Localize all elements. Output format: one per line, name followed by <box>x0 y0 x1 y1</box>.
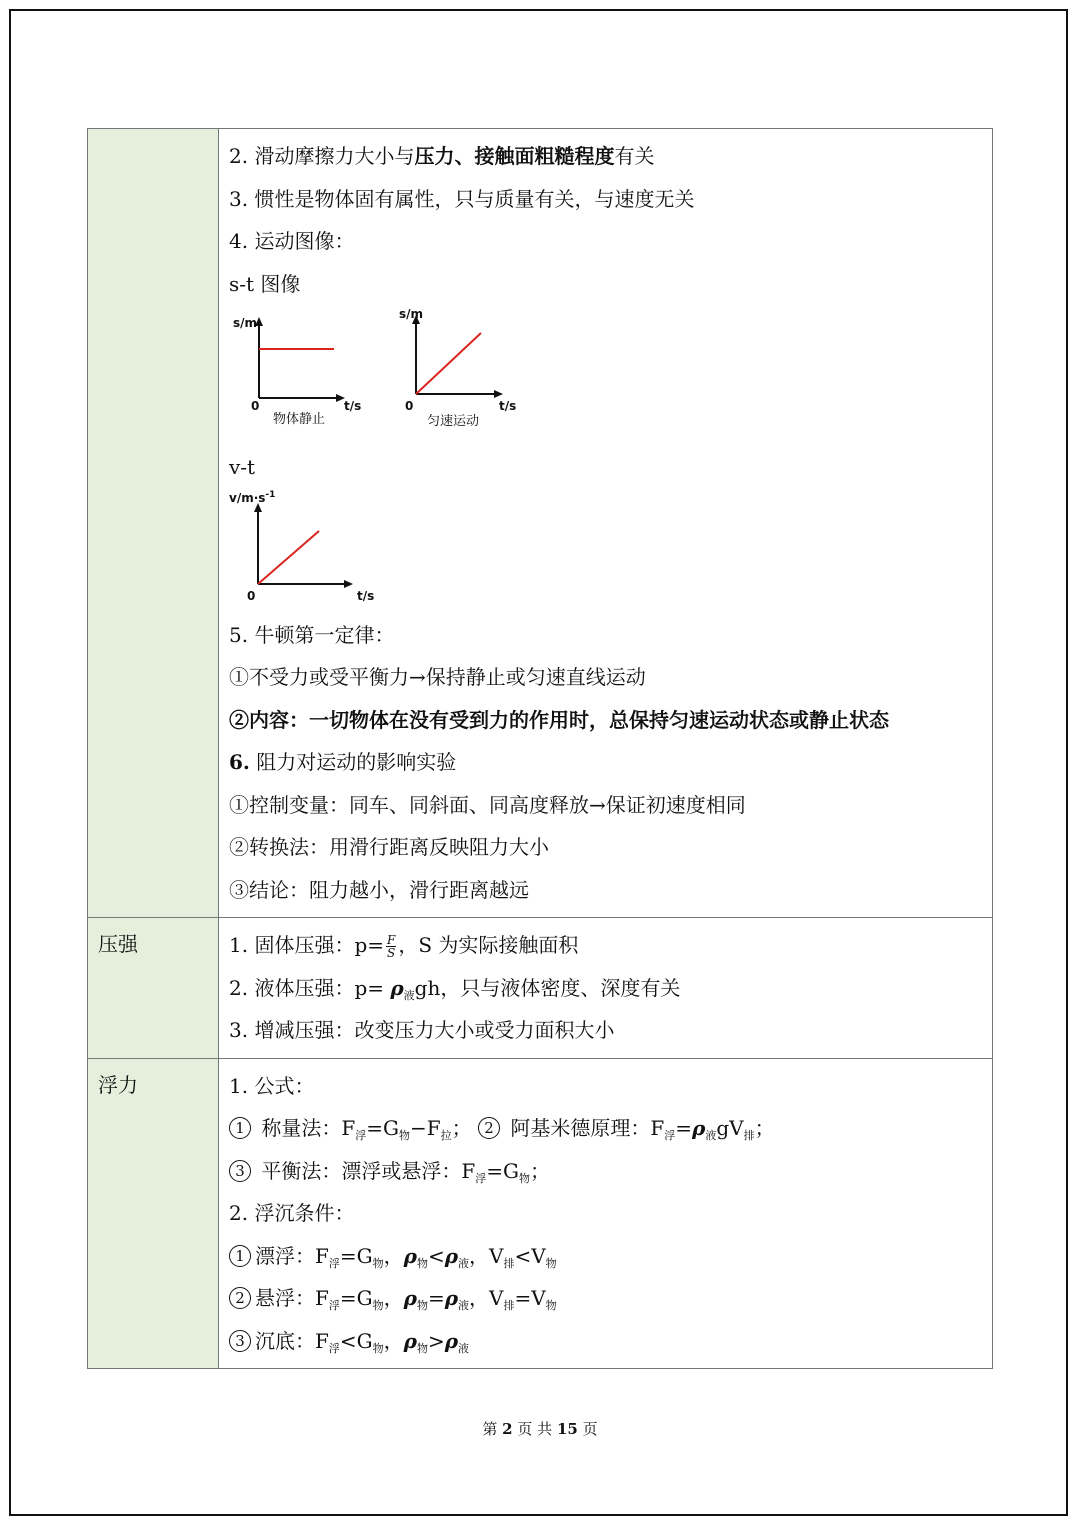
vt-graph <box>229 489 399 614</box>
footer-middle: 页 共 <box>517 1420 553 1438</box>
table-row-pressure <box>88 918 993 1059</box>
footer-prefix: 第 <box>482 1420 498 1438</box>
category-cell: 压强 <box>88 918 219 1059</box>
line-motion-graphs: 4. 运动图像： <box>229 229 355 253</box>
page-footer <box>0 1418 1080 1439</box>
st-graph-uniform <box>389 305 529 440</box>
line-floating: 1 漂浮：$F_浮=G_物$，$\rho_物<\rho_液$，$V_排<V_物$ <box>229 1235 982 1278</box>
page-total: 15 <box>556 1420 578 1438</box>
line-weighing-archimedes: 1 称量法：$F_浮=G_物-F_拉$； 2 阿基米德原理：$F_浮=\rho_液gV_排$； <box>229 1107 982 1150</box>
line-change-pressure: 3. 增减压强：改变压力大小或受力面积大小 <box>229 1018 615 1042</box>
line-solid-pressure: 1. 固体压强：p= $\frac{F}{S}$ ，S 为实际接触面积 <box>229 933 579 960</box>
line-vt-graph-heading: v-t <box>229 455 256 479</box>
x-label: t/s <box>357 588 375 603</box>
line-newton-content: ②内容：一切物体在没有受到力的作用时，总保持匀速运动状态或静止状态 <box>229 707 889 732</box>
velocity-line <box>258 531 319 584</box>
content-cell <box>219 918 993 1059</box>
line-suspended: 2 悬浮：$F_浮=G_物$，$\rho_物=\rho_液$，$V_排=V_物$ <box>229 1277 982 1320</box>
caption: 物体静止 <box>273 412 326 427</box>
y-label: $v/m\cdot s^{-1}$ <box>229 489 276 505</box>
origin-label: 0 <box>251 399 260 413</box>
fraction: $\frac{F}{S}$ <box>387 933 396 960</box>
st-graphs <box>229 305 982 446</box>
line-conclusion: ③结论：阻力越小，滑行距离越远 <box>229 877 529 902</box>
origin-label: 0 <box>247 588 256 603</box>
st-graph-static <box>229 305 369 440</box>
line-newton-first-law: 5. 牛顿第一定律： <box>229 622 395 647</box>
line-control-variables: ①控制变量：同车、同斜面、同高度释放→保证初速度相同 <box>229 792 746 817</box>
line-conversion-method: ②转换法：用滑行距离反映阻力大小 <box>229 835 549 859</box>
y-label: s/m <box>399 307 424 321</box>
caption: 匀速运动 <box>427 414 480 429</box>
notes-table <box>87 128 993 1369</box>
line-formulas: 1. 公式： <box>229 1073 315 1098</box>
x-axis-arrow <box>344 580 353 588</box>
category-cell <box>88 129 219 918</box>
line-inertia: 3. 惯性是物体固有属性，只与质量有关，与速度无关 <box>229 186 695 211</box>
line-balance-method: 3 平衡法：漂浮或悬浮：$F_浮=G_物$； <box>229 1150 982 1193</box>
x-label: t/s <box>344 399 362 413</box>
line-resistance-experiment: 6. 阻力对运动的影响实验 <box>229 750 457 774</box>
table-row-force-motion <box>88 129 993 918</box>
line-newton-condition: ①不受力或受平衡力→保持静止或匀速直线运动 <box>229 665 646 689</box>
uniform-line <box>416 333 481 394</box>
table-row-buoyancy <box>88 1058 993 1369</box>
footer-suffix: 页 <box>582 1420 598 1438</box>
category-cell: 浮力 <box>88 1058 219 1369</box>
x-axis-arrow <box>494 390 503 398</box>
line-float-sink-conditions: 2. 浮沉条件： <box>229 1201 355 1225</box>
line-st-graph-heading: s-t 图像 <box>229 271 301 296</box>
vt-graph-wrap <box>229 489 982 614</box>
origin-label: 0 <box>405 399 414 413</box>
y-label: s/m <box>233 316 258 330</box>
line-sliding-friction: 2. 滑动摩擦力大小与压力、接触面粗糙程度有关 <box>229 144 655 168</box>
line-liquid-pressure: 2. 液体压强：$p= \rho_液gh$，只与液体密度、深度有关 <box>229 975 681 1002</box>
page-number: 2 <box>502 1420 513 1438</box>
x-label: t/s <box>499 399 517 413</box>
content-cell <box>219 129 993 918</box>
content-cell <box>219 1058 993 1369</box>
line-sinking: 3 沉底：$F_浮<G_物$，$\rho_物>\rho_液$ <box>229 1320 982 1363</box>
